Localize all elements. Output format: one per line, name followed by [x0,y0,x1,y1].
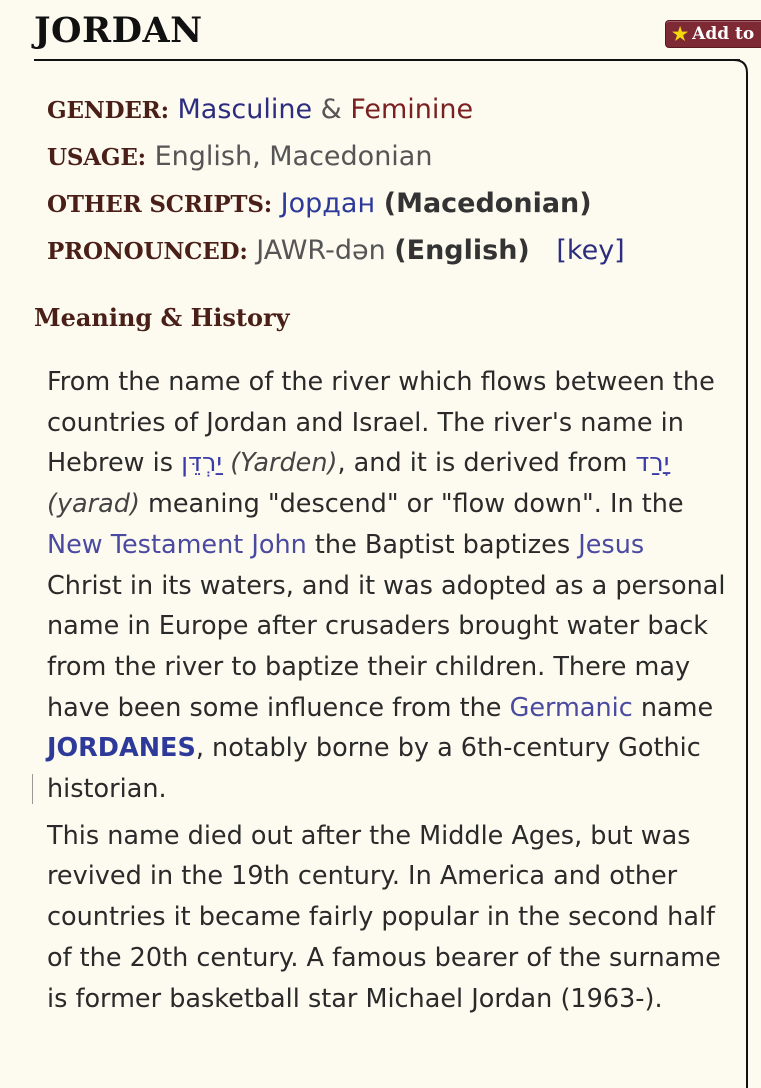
pronounced-value: JAWR-dən [256,235,386,266]
add-button-label: Add to [692,24,755,44]
pronounced-label: PRONOUNCED: [47,238,248,265]
usage-value[interactable]: English, Macedonian [154,141,433,172]
text-span: Christ in its waters, and it was adopted as a personal name in Europe after crusaders brought water back from the river to baptize their children. There may have been some influence from the [47,570,726,723]
new-testament-link[interactable]: New Testament [47,529,244,560]
translit-yarden: (Yarden) [230,448,338,479]
box-right-border [746,78,748,1088]
text-span: the Baptist baptizes [306,529,579,560]
meaning-history-text [47,362,727,1019]
box-corner [724,59,754,81]
star-icon: ★ [672,23,689,45]
text-span: From the name of the river which flows between the countries of Jordan and Israel. The river's name in Hebrew is [47,367,715,479]
gender-row [47,92,473,128]
usage-label: USAGE: [47,144,146,171]
text-cursor [32,774,33,804]
add-to-list-button[interactable] [665,20,761,48]
jordanes-link[interactable]: JORDANES [47,733,196,764]
gender-feminine-link[interactable]: Feminine [350,94,474,125]
john-link[interactable]: John [251,529,307,560]
header-divider [34,59,740,61]
gender-ampersand: & [320,94,342,125]
germanic-link[interactable]: Germanic [509,692,633,723]
text-span: meaning "descend" or "flow down". In the [139,489,684,520]
hebrew-yarad: יָרַד [635,448,670,479]
pronounced-row [47,233,625,269]
jesus-link[interactable]: Jesus [578,529,645,560]
page-header [0,0,761,62]
other-scripts-language: (Macedonian) [383,188,592,219]
meaning-paragraph-1 [47,362,727,810]
meaning-history-heading: Meaning & History [34,303,290,332]
pronunciation-key-link[interactable]: [key] [556,235,625,266]
hebrew-yarden: יַרְדֵּן [181,448,223,479]
meaning-paragraph-2: This name died out after the Middle Ages, but was revived in the 19th century. In America and other countries it became fairly popular in the second half of the 20th century. A famous bearer of the surname is former basketball star Michael Jordan (1963-). [47,820,721,1014]
text-span: , notably borne by a 6th-century Gothic historian. [47,733,701,805]
pronounced-language: (English) [394,235,530,266]
translit-yarad: (yarad) [47,489,140,520]
other-scripts-row [47,186,592,222]
gender-masculine-link[interactable]: Masculine [177,94,313,125]
text-span: name [632,692,714,723]
text-span: , and it is derived from [337,448,636,479]
usage-row [47,139,432,175]
other-scripts-value: Јордан [280,188,376,219]
other-scripts-label: OTHER SCRIPTS: [47,191,273,218]
gender-label: GENDER: [47,97,169,124]
name-title: JORDAN [34,10,203,51]
